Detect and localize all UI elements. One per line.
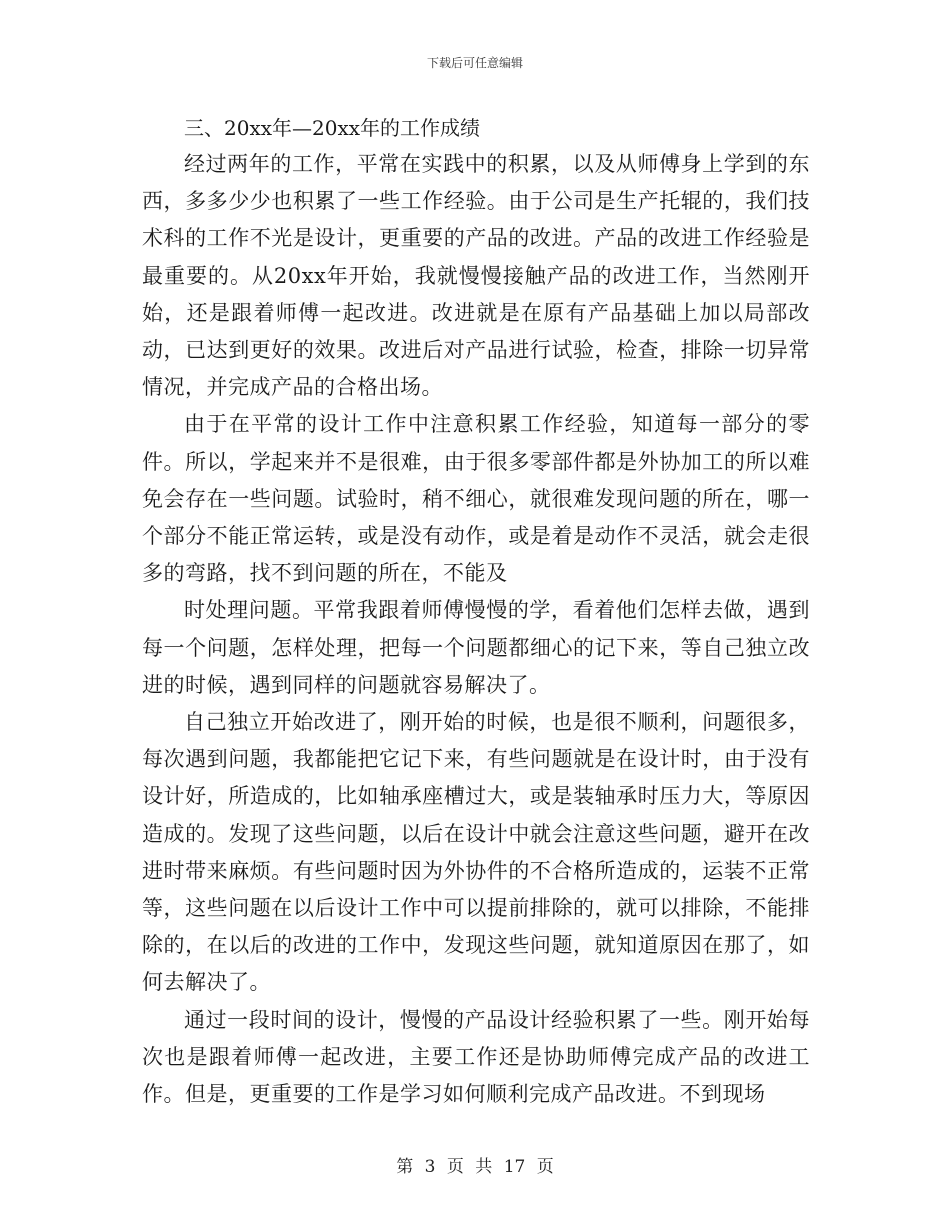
document-body (142, 110, 810, 1113)
paragraph-1: 经过两年的工作，平常在实践中的积累，以及从师傅身上学到的东西，多多少少也积累了一些工作经验。由于公司是生产托辊的，我们技术科的工作不光是设计，更重要的产品的改进。产品的改进工作经验是最重要的。从20xx年开始，我就慢慢接触产品的改进工作，当然刚开始，还是跟着师傅一起改进。改进就是在原有产品基础上加以局部改动，已达到更好的效果。改进后对产品进行试验，检查，排除一切异常情况，并完成产品的合格出场。 (142, 152, 810, 400)
paragraph-3: 时处理问题。平常我跟着师傅慢慢的学，看着他们怎样去做，遇到每一个问题，怎样处理，把每一个问题都细心的记下来，等自己独立改进的时候，遇到同样的问题就容易解决了。 (142, 598, 810, 697)
paragraph-2: 由于在平常的设计工作中注意积累工作经验，知道每一部分的零件。所以，学起来并不是很难，由于很多零部件都是外协加工的所以难免会存在一些问题。试验时，稍不细心，就很难发现问题的所在，哪一个部分不能正常运转，或是没有动作，或是着是动作不灵活，就会走很多的弯路，找不到问题的所在，不能及 (142, 412, 810, 586)
paragraph-5: 通过一段时间的设计，慢慢的产品设计经验积累了一些。刚开始每次也是跟着师傅一起改进，主要工作还是协助师傅完成产品的改进工作。但是，更重要的工作是学习如何顺利完成产品改进。不到现场 (142, 1007, 810, 1107)
section-heading: 三、20xx年—20xx年的工作成绩 (184, 116, 481, 140)
page-header: 下载后可任意编辑 (426, 56, 523, 70)
page-footer: 第 3 页 共 17 页 (396, 1157, 554, 1177)
paragraph-4: 自己独立开始改进了，刚开始的时候，也是很不顺利，问题很多，每次遇到问题，我都能把它记下来，有些问题就是在设计时，由于没有设计好，所造成的，比如轴承座槽过大，或是装轴承时压力大，等原因造成的。发现了这些问题，以后在设计中就会注意这些问题，避开在改进时带来麻烦。有些问题时因为外协件的不合格所造成的，运装不正常等，这些问题在以后设计工作中可以提前排除的，就可以排除，不能排除的，在以后的改进的工作中，发现这些问题，就知道原因在那了，如何去解决了。 (142, 710, 810, 995)
